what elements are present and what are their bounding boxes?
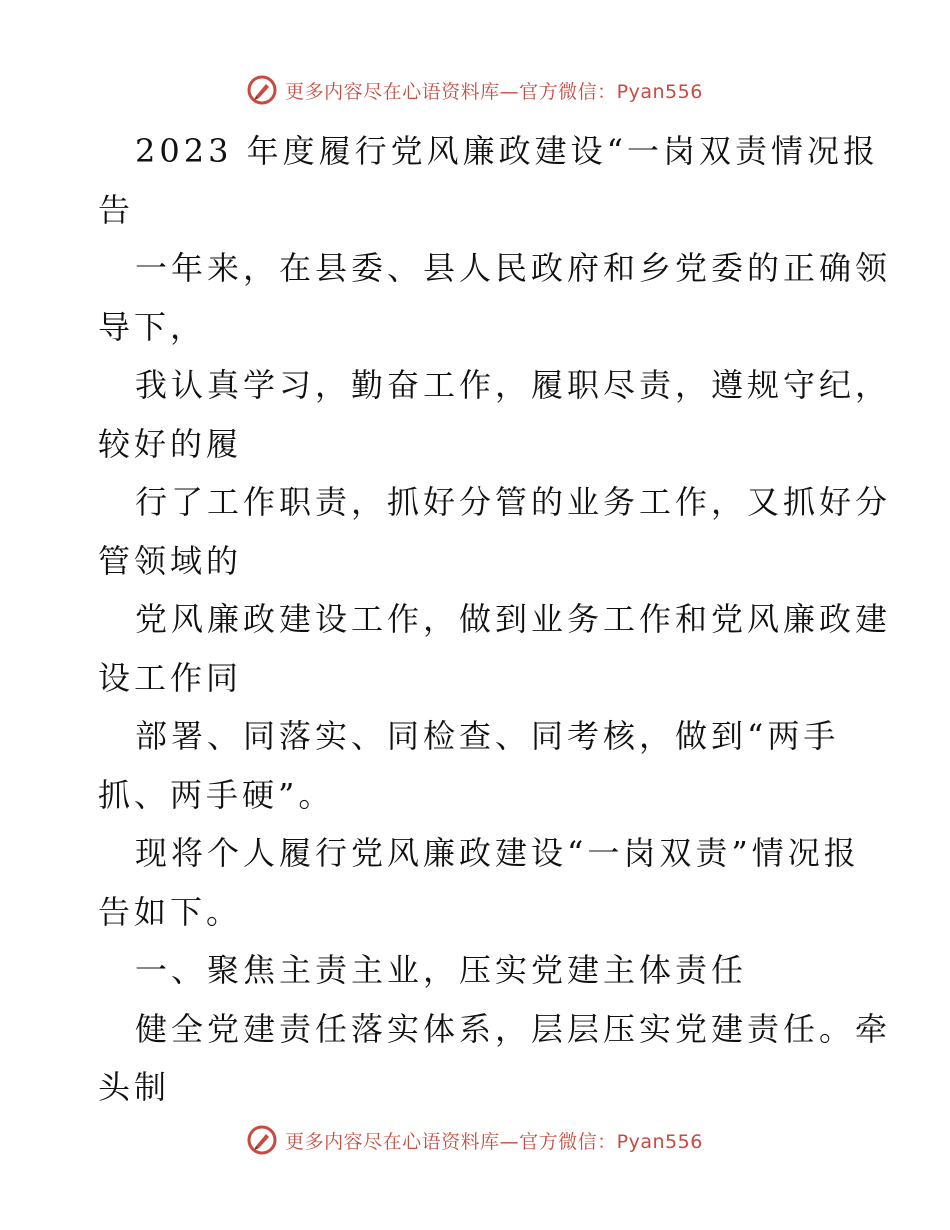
document-line: 党风廉政建设工作，做到业务工作和党风廉政建 (135, 600, 892, 638)
document-line: 较好的履 (98, 424, 243, 463)
document-line: 部署、同落实、同检查、同考核，做到“两手 (135, 717, 840, 755)
document-line: 行了工作职责，抓好分管的业务工作，又抓好分 (135, 483, 892, 521)
footer-watermark-text: 更多内容尽在心语资料库—官方微信：Pyan556 (285, 1130, 703, 1153)
document-line: 抓、两手硬”。 (98, 775, 335, 814)
header-watermark (0, 70, 950, 110)
document-line: 告如下。 (98, 892, 243, 931)
document-line: 头制 (98, 1068, 171, 1106)
document-line: 一、聚焦主责主业，压实党建主体责任 (135, 951, 748, 989)
footer-watermark (0, 1120, 950, 1160)
document-line: 一年来，在县委、县人民政府和乡党委的正确领 (135, 249, 892, 287)
document-line: 现将个人履行党风廉政建设“一岗双责”情况报 (135, 834, 860, 872)
pen-logo-icon (247, 1125, 277, 1155)
document-body (98, 122, 892, 1117)
document-line: 2023 年度履行党风廉政建设“一岗双责情况报 (135, 132, 879, 170)
header-watermark-text: 更多内容尽在心语资料库—官方微信：Pyan556 (285, 80, 703, 103)
document-line: 管领域的 (98, 541, 243, 580)
pen-logo-icon (247, 75, 277, 105)
document-line: 导下， (98, 307, 207, 346)
document-line: 我认真学习，勤奋工作，履职尽责，遵规守纪， (135, 366, 892, 404)
document-line: 健全党建责任落实体系，层层压实党建责任。牵 (135, 1009, 892, 1048)
document-line: 设工作同 (98, 658, 243, 697)
document-line: 告 (98, 190, 135, 229)
